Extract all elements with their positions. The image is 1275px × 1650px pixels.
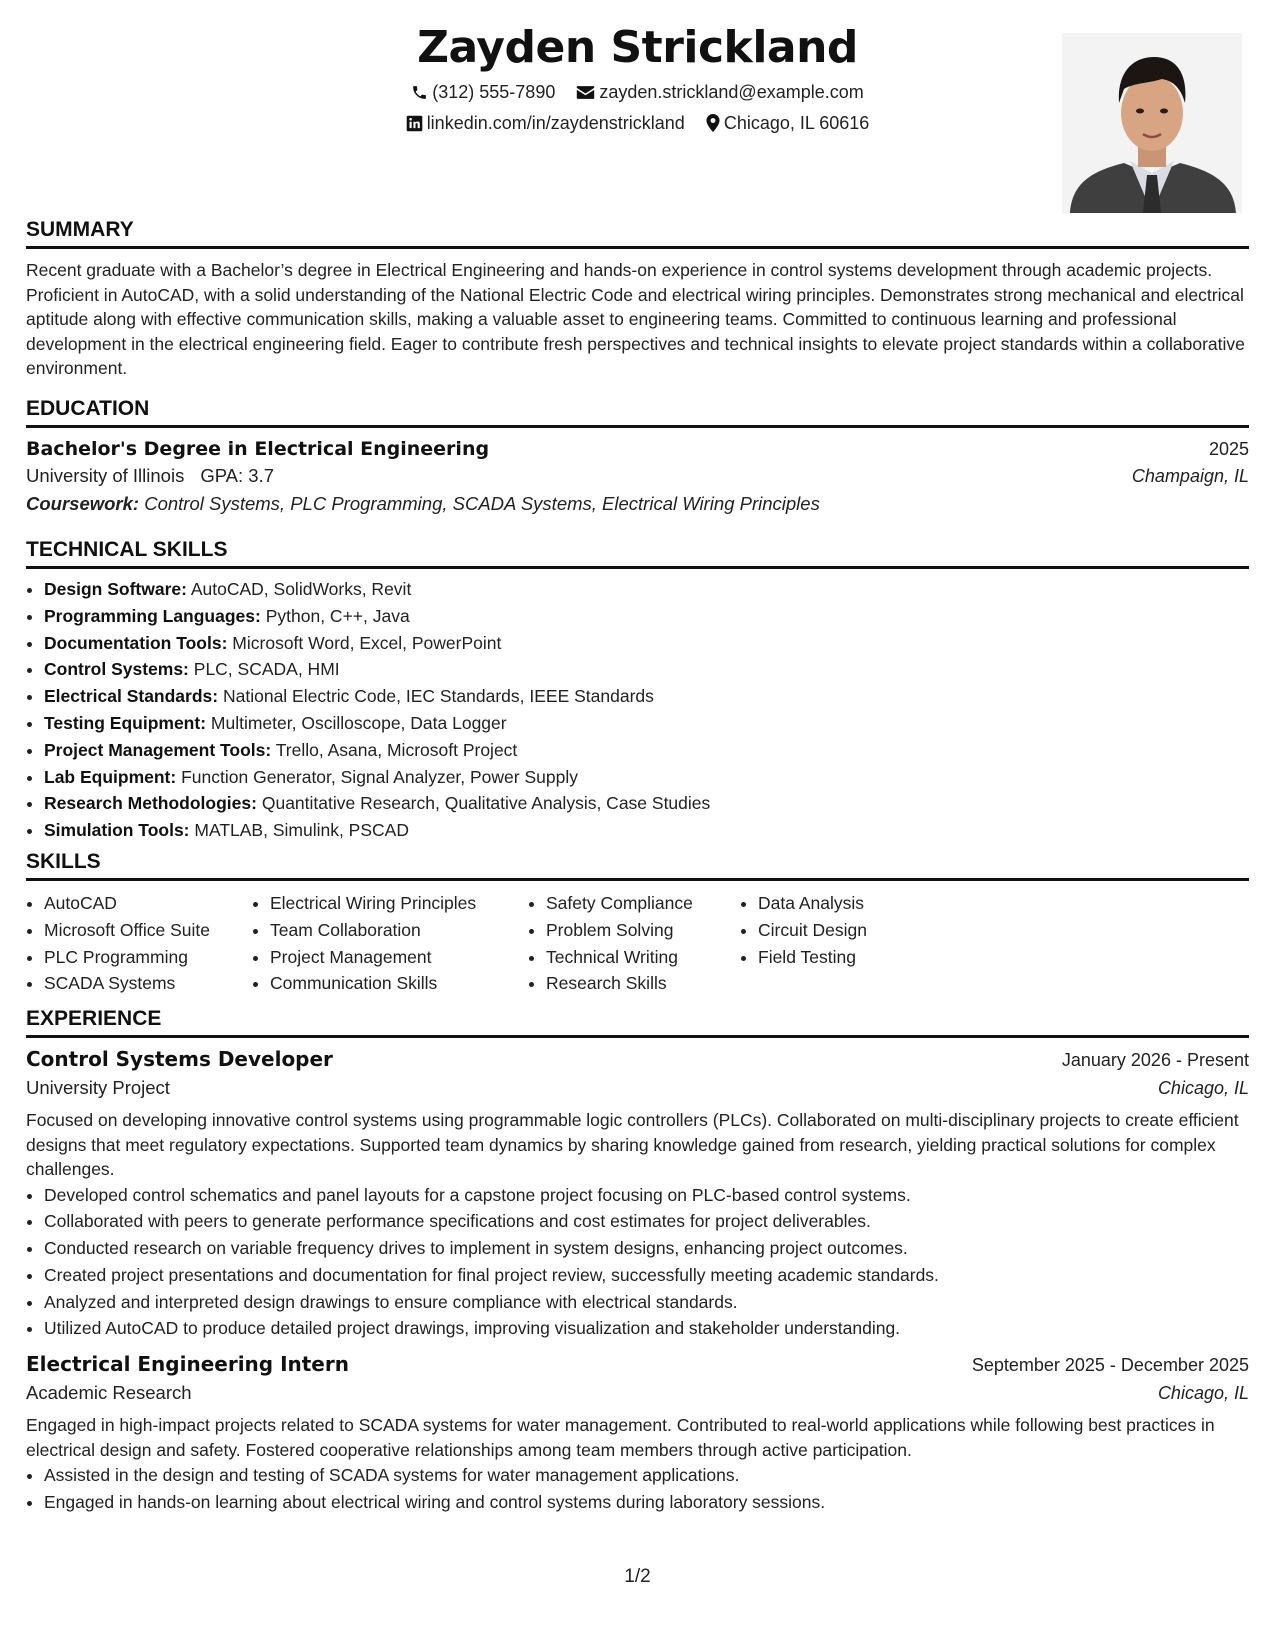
education-row-2 <box>26 465 1249 487</box>
job-entry-1 <box>26 1047 1249 1342</box>
job-2-subheader <box>26 1382 1249 1404</box>
resume-header <box>26 0 1249 218</box>
list-item: • Utilized AutoCAD to produce detailed project drawings, improving visualization and stakeholder understanding. <box>44 1315 1249 1342</box>
skills-grid <box>26 890 1249 997</box>
job-1-bullets <box>26 1182 1249 1343</box>
job-2-header <box>26 1352 1249 1376</box>
list-item: • Safety Compliance <box>546 890 740 917</box>
summary-section <box>26 218 1249 381</box>
experience-heading: EXPERIENCE <box>26 1007 1249 1038</box>
list-item: • Documentation Tools: Microsoft Word, Excel, PowerPoint <box>44 630 1249 657</box>
technical-skills-section <box>26 538 1249 844</box>
resume-page <box>26 0 1249 1650</box>
list-item: • Research Methodologies: Quantitative Research, Qualitative Analysis, Case Studies <box>44 790 1249 817</box>
list-item: • Engaged in hands-on learning about electrical wiring and control systems during laboratory sessions. <box>44 1489 1249 1516</box>
list-item: • Programming Languages: Python, C++, Java <box>44 603 1249 630</box>
summary-text: Recent graduate with a Bachelor’s degree in Electrical Engineering and hands-on experience in control systems development through academic projects. Proficient in AutoCAD, with a solid understanding of the National Electric Code and electrical wiring principles. Demonstrates strong mechanical and electrical aptitude along with effective communication skills, making a valuable asset to engineering teams. Committed to continuous learning and professional development in the electrical engineering field. Eager to contribute fresh perspectives and technical insights to elevate project standards within a collaborative environment. <box>26 260 1245 378</box>
list-item: • Electrical Standards: National Electric Code, IEC Standards, IEEE Standards <box>44 683 1249 710</box>
list-item: • SCADA Systems <box>44 970 252 997</box>
degree-title: Bachelor's Degree in Electrical Engineering <box>26 438 490 460</box>
job-1-location: Chicago, IL <box>1157 1078 1249 1098</box>
job-1-description: Focused on developing innovative control systems using programmable logic controllers (PLCs). Collaborated on multi-disciplinary projects to create efficient designs that meet regulatory expectations. Supported team dynamics by sharing knowledge gained from research, yielding practical solutions for complex challenges. <box>26 1110 1239 1179</box>
list-item: • Microsoft Office Suite <box>44 917 252 944</box>
list-item: • Data Analysis <box>758 890 958 917</box>
list-item: • Research Skills <box>546 970 740 997</box>
education-row-1 <box>26 438 1249 460</box>
coursework-label: Coursework: <box>26 493 140 514</box>
list-item: • Team Collaboration <box>270 917 528 944</box>
list-item: • Control Systems: PLC, SCADA, HMI <box>44 656 1249 683</box>
list-item: • Lab Equipment: Function Generator, Signal Analyzer, Power Supply <box>44 764 1249 791</box>
list-item: • PLC Programming <box>44 944 252 971</box>
list-item: • Assisted in the design and testing of SCADA systems for water management applications. <box>44 1462 1249 1489</box>
list-item: • Developed control schematics and panel layouts for a capstone project focusing on PLC-based control systems. <box>44 1182 1249 1209</box>
technical-skills-list <box>26 576 1249 844</box>
linkedin-text[interactable]: linkedin.com/in/zaydenstrickland <box>426 113 685 133</box>
education-section <box>26 397 1249 515</box>
list-item: • Problem Solving <box>546 917 740 944</box>
list-item: • Project Management Tools: Trello, Asana, Microsoft Project <box>44 737 1249 764</box>
candidate-name: Zayden Strickland <box>417 22 858 73</box>
page-number: 1/2 <box>624 1566 651 1587</box>
skills-heading: SKILLS <box>26 850 1249 881</box>
graduation-year: 2025 <box>1208 439 1249 459</box>
job-1-header <box>26 1047 1249 1071</box>
skills-column-2 <box>252 890 528 997</box>
list-item: • Collaborated with peers to generate performance specifications and cost estimates for project deliverables. <box>44 1208 1249 1235</box>
job-2-role: Electrical Engineering Intern <box>26 1352 349 1377</box>
skills-column-4 <box>740 890 958 997</box>
linkedin-contact[interactable] <box>406 113 685 134</box>
list-item: • Created project presentations and documentation for final project review, successfully meeting academic standards. <box>44 1262 1249 1289</box>
phone-icon <box>411 84 428 101</box>
list-item: • Communication Skills <box>270 970 528 997</box>
skills-column-3 <box>528 890 740 997</box>
email-text[interactable]: zayden.strickland@example.com <box>599 82 864 102</box>
education-heading: EDUCATION <box>26 397 1249 428</box>
list-item: • Circuit Design <box>758 917 958 944</box>
job-1-role: Control Systems Developer <box>26 1047 333 1071</box>
job-2-location: Chicago, IL <box>1157 1383 1249 1404</box>
list-item: • Project Management <box>270 944 528 971</box>
job-1-org: University Project <box>26 1077 170 1098</box>
phone-text: (312) 555-7890 <box>432 82 556 102</box>
list-item: • Simulation Tools: MATLAB, Simulink, PSCAD <box>44 817 1249 844</box>
job-2-org: Academic Research <box>26 1382 192 1404</box>
experience-section <box>26 1007 1249 1516</box>
job-2-description: Engaged in high-impact projects related to SCADA systems for water management. Contributed to real-world applications while following best practices in electrical design and safety. Fostered cooperative relationships among team members through active participation. <box>26 1415 1215 1460</box>
skills-column-1 <box>26 890 252 997</box>
job-1-dates: January 2026 - Present <box>1061 1050 1249 1070</box>
list-item: • AutoCAD <box>44 890 252 917</box>
profile-photo <box>1062 33 1242 213</box>
phone-contact <box>411 82 555 103</box>
school-line <box>26 465 274 487</box>
list-item: • Technical Writing <box>546 944 740 971</box>
list-item: • Analyzed and interpreted design drawings to ensure compliance with electrical standards. <box>44 1289 1249 1316</box>
skills-section <box>26 850 1249 997</box>
list-item: • Electrical Wiring Principles <box>270 890 528 917</box>
list-item: • Conducted research on variable frequency drives to implement in system designs, enhancing project outcomes. <box>44 1235 1249 1262</box>
gpa: GPA: 3.7 <box>200 465 275 486</box>
job-2-dates: September 2025 - December 2025 <box>971 1355 1249 1376</box>
technical-skills-heading: TECHNICAL SKILLS <box>26 538 1249 569</box>
school-name: University of Illinois <box>26 465 185 486</box>
summary-heading: SUMMARY <box>26 218 1249 249</box>
email-contact[interactable] <box>576 82 863 103</box>
coursework-line <box>26 493 1249 515</box>
envelope-icon <box>576 84 595 101</box>
list-item: • Testing Equipment: Multimeter, Oscilloscope, Data Logger <box>44 710 1249 737</box>
job-1-subheader <box>26 1077 1249 1099</box>
job-2-bullets <box>26 1462 1249 1516</box>
location-text: Chicago, IL 60616 <box>723 113 870 133</box>
location-contact <box>706 113 869 134</box>
coursework-list: Control Systems, PLC Programming, SCADA Systems, Electrical Wiring Principles <box>144 493 820 514</box>
list-item: • Field Testing <box>758 944 958 971</box>
map-pin-icon <box>706 114 720 132</box>
linkedin-icon <box>406 115 423 132</box>
list-item: • Design Software: AutoCAD, SolidWorks, Revit <box>44 576 1249 603</box>
school-location: Champaign, IL <box>1131 466 1249 486</box>
job-entry-2 <box>26 1352 1249 1516</box>
